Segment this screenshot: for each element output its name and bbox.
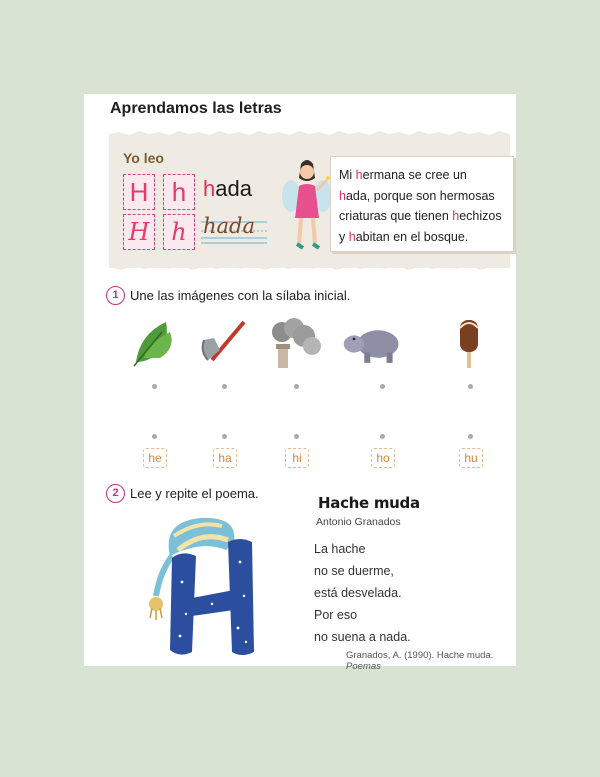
story-line — [339, 165, 505, 186]
story-highlight-h: h — [348, 229, 356, 244]
story-highlight-h: h — [339, 188, 346, 203]
match-dot-top[interactable] — [152, 384, 157, 389]
match-dot-top[interactable] — [294, 384, 299, 389]
exercise-2-instruction: Lee y repite el poema. — [130, 486, 259, 501]
letter-card-uppercase: H — [123, 174, 155, 210]
worksheet-page — [84, 94, 516, 672]
story-highlight-h: h — [452, 209, 460, 223]
story-text: y — [339, 229, 349, 244]
poem-line: no se duerme, — [314, 564, 394, 578]
story-line — [339, 206, 505, 227]
letter-card-script-uppercase: H — [123, 214, 155, 250]
word-hada-h: h — [203, 176, 216, 201]
story-text: echizos — [459, 209, 502, 223]
word-hada-rest: ada — [215, 176, 252, 201]
poem-line: no suena a nada. — [314, 630, 411, 644]
story-line — [339, 227, 505, 248]
match-dot-top[interactable] — [222, 384, 227, 389]
story-text: ermana se cree un — [362, 168, 467, 182]
smoke-icon — [264, 314, 324, 374]
word-hada — [203, 176, 252, 202]
poem-reference — [346, 650, 516, 672]
poem-title: Hache muda — [318, 494, 420, 512]
story-line — [339, 186, 505, 207]
match-dot-bottom[interactable] — [468, 434, 473, 439]
yo-leo-label: Yo leo — [123, 150, 164, 166]
word-hada-script: hada — [203, 214, 256, 238]
axe-icon — [194, 314, 254, 374]
letter-card-lowercase: h — [163, 174, 195, 210]
match-dot-bottom[interactable] — [222, 434, 227, 439]
match-dot-bottom[interactable] — [152, 434, 157, 439]
match-dot-bottom[interactable] — [380, 434, 385, 439]
story-box — [330, 156, 514, 252]
story-text: criaturas que tienen — [339, 209, 453, 223]
syllable-hu: hu — [459, 448, 483, 468]
poem-author: Antonio Granados — [316, 516, 401, 528]
match-dot-top[interactable] — [380, 384, 385, 389]
letter-h-with-nightcap-illustration — [142, 512, 274, 660]
leaf-icon — [126, 314, 186, 374]
syllable-hi: hi — [285, 448, 309, 468]
page-title: Aprendamos las letras — [110, 100, 282, 117]
match-dot-top[interactable] — [468, 384, 473, 389]
poem-line: está desvelada. — [314, 586, 402, 600]
torn-edge-bottom — [109, 262, 510, 272]
syllable-he: he — [143, 448, 167, 468]
syllable-ha: ha — [213, 448, 237, 468]
exercise-2-number: 2 — [106, 484, 125, 503]
letter-card-script-lowercase: h — [163, 214, 195, 250]
story-text: ada, porque son hermosas — [345, 188, 495, 203]
poem-line: La hache — [314, 542, 366, 556]
story-text: abitan en el bosque. — [355, 229, 469, 244]
poem-line: Por eso — [314, 608, 358, 622]
exercise-1-instruction: Une las imágenes con la sílaba inicial. — [130, 288, 351, 303]
exercise-1-number: 1 — [106, 286, 125, 305]
yo-leo-box — [109, 138, 510, 268]
match-dot-bottom[interactable] — [294, 434, 299, 439]
reference-text: Granados, A. (1990). Hache muda. — [346, 650, 494, 661]
syllable-ho: ho — [371, 448, 395, 468]
hippo-icon — [342, 314, 402, 374]
story-text: Mi — [339, 168, 356, 182]
reference-italic: Poemas — [346, 661, 381, 672]
fairy-illustration — [281, 156, 333, 256]
popsicle-icon — [440, 314, 500, 374]
story-highlight-h: h — [355, 168, 363, 182]
